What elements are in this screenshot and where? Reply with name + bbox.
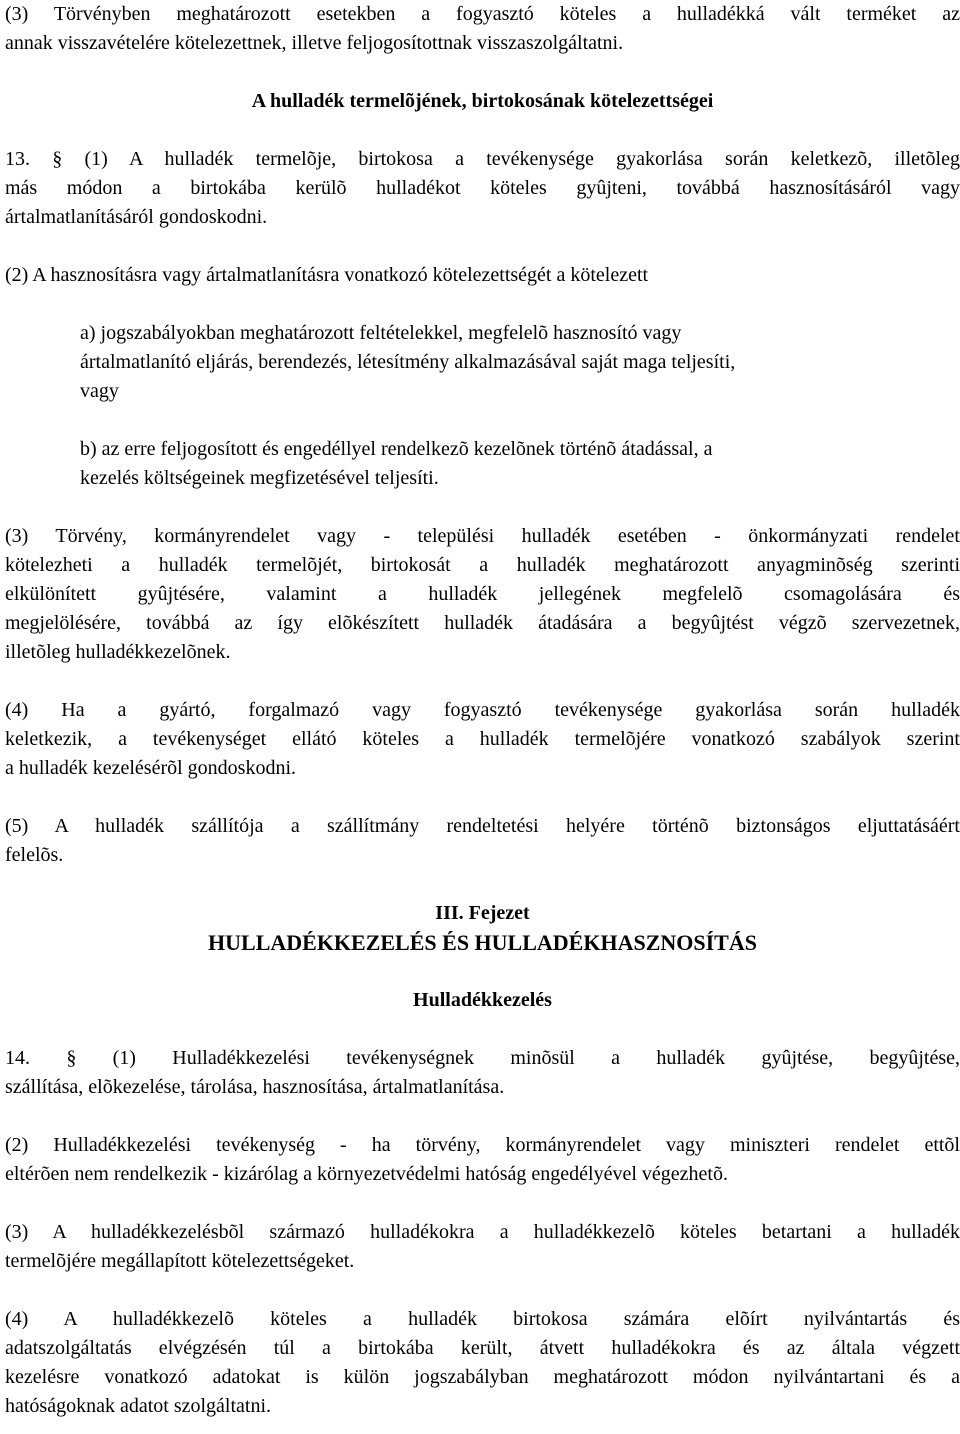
text-line: a) jogszabályokban meghatározott feltételekkel, megfelelõ hasznosító vagy [80,322,682,344]
text-line: 14. § (1) Hulladékkezelési tevékenységnek minõsül a hulladék gyûjtése, begyûjtése, [5,1047,960,1069]
text-line: (2) A hasznosításra vagy ártalmatlanításra vonatkozó kötelezettségét a kötelezett [5,264,649,286]
paragraph-14-2 [5,1131,960,1189]
text-line: termelõjére megállapított kötelezettségeket. [5,1250,355,1272]
paragraph-13-5 [5,812,960,870]
text-line: a hulladék kezelésérõl gondoskodni. [5,757,297,779]
document-page [5,0,960,1421]
chapter-heading [5,899,960,957]
paragraph-13-1 [5,145,960,232]
paragraph-intro-3 [5,0,960,58]
paragraph-13-2 [5,261,960,290]
text-line: szállítása, elõkezelése, tárolása, hasznosítása, ártalmatlanítása. [5,1076,505,1098]
text-line: (3) Törvény, kormányrendelet vagy - települési hulladék esetében - önkormányzati rendelet [5,525,960,547]
text-line: kötelezheti a hulladék termelõjét, birtokosát a hulladék meghatározott anyagminõség szerinti [5,554,960,576]
text-line: (3) Törvényben meghatározott esetekben a fogyasztó köteles a hulladékká vált terméket az [5,3,960,25]
text-line: ártalmatlanító eljárás, berendezés, létesítmény alkalmazásával saját maga teljesíti, [80,351,736,373]
text-line: megjelölésére, továbbá az így elõkészített hulladék átadására a begyûjtést végzõ szervezetnek, [5,612,960,634]
text-line: (4) A hulladékkezelõ köteles a hulladék birtokosa számára elõírt nyilvántartás és [5,1308,960,1330]
text-line: keletkezik, a tevékenységet ellátó köteles a hulladék termelõjére vonatkozó szabályok szerint [5,728,960,750]
text-line: adatszolgáltatás elvégzésén túl a birtokába került, átvett hulladékokra és az általa végzett [5,1337,960,1359]
text-line: (4) Ha a gyártó, forgalmazó vagy fogyasztó tevékenysége gyakorlása során hulladék [5,699,960,721]
text-line: illetõleg hulladékkezelõnek. [5,641,231,663]
chapter-title: HULLADÉKKEZELÉS ÉS HULLADÉKHASZNOSÍTÁS [208,930,757,955]
section-heading: Hulladékkezelés [413,989,552,1011]
text-line: 13. § (1) A hulladék termelõje, birtokosa a tevékenysége gyakorlása során keletkezõ, illetõleg [5,148,960,170]
paragraph-14-1 [5,1044,960,1102]
paragraph-14-4 [5,1305,960,1421]
text-line: (2) Hulladékkezelési tevékenység - ha törvény, kormányrendelet vagy miniszteri rendelet ettõl [5,1134,960,1156]
text-line: ártalmatlanításáról gondoskodni. [5,206,268,228]
text-line: eltérõen nem rendelkezik - kizárólag a környezetvédelmi hatóság engedélyével végezhetõ. [5,1163,728,1185]
text-line: (5) A hulladék szállítója a szállítmány rendeltetési helyére történõ biztonságos eljuttatásáért [5,815,960,837]
text-line: kezelés költségeinek megfizetésével teljesíti. [80,467,439,489]
text-line: vagy [80,380,119,402]
chapter-number: III. Fejezet [435,902,530,924]
paragraph-13-4 [5,696,960,783]
text-line: más módon a birtokába kerülõ hulladékot köteles gyûjteni, továbbá hasznosításáról vagy [5,177,960,199]
text-line: felelõs. [5,844,64,866]
text-line: elkülönített gyûjtésére, valamint a hulladék jellegének megfelelõ csomagolására és [5,583,960,605]
text-line: hatóságoknak adatot szolgáltatni. [5,1395,272,1417]
paragraph-13-2-b [5,435,960,493]
text-line: b) az erre feljogosított és engedéllyel rendelkezõ kezelõnek történõ átadással, a [80,438,713,460]
text-line: annak visszavételére kötelezettnek, illetve feljogosítottnak visszaszolgáltatni. [5,32,624,54]
paragraph-13-2-a [5,319,960,406]
text-line: kezelésre vonatkozó adatokat is külön jogszabályban meghatározott módon nyilvántartani és a [5,1366,960,1388]
subheading-obligations: A hulladék termelõjének, birtokosának kötelezettségei [251,90,714,112]
paragraph-13-3 [5,522,960,667]
paragraph-14-3 [5,1218,960,1276]
text-line: (3) A hulladékkezelésbõl származó hulladékokra a hulladékkezelõ köteles betartani a hulladék [5,1221,960,1243]
